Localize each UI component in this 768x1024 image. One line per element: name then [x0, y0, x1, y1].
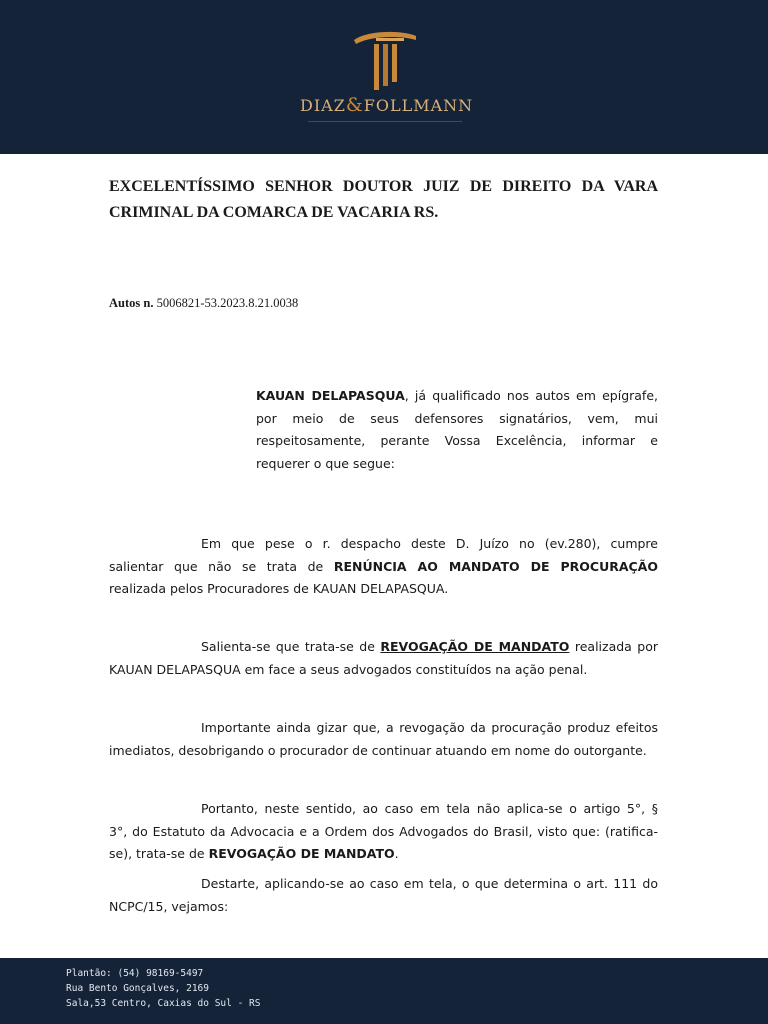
- document-title: [109, 174, 658, 226]
- paragraph-3: Importante ainda gizar que, a revogação da procuração produz efeitos imediatos, desobrigando o procurador de continuar atuando em nome do outorgante.: [109, 720, 658, 758]
- pillar-logo-icon: [350, 28, 420, 94]
- footer-city: Sala,53 Centro, Caxias do Sul - RS: [66, 998, 261, 1009]
- title-line-1: EXCELENTÍSSIMO SENHOR DOUTOR JUIZ DE DIREITO DA VARA: [109, 178, 658, 195]
- revogacao-emphasis: REVOGAÇÃO DE MANDATO: [380, 639, 570, 654]
- paragraph-4: Portanto, neste sentido, ao caso em tela não aplica-se o artigo 5°, § 3°, do Estatuto da Advocacia e a Ordem dos Advogados do Brasil, visto que: (ratifica- se), trata-se de REVOGAÇÃO DE MANDATO.: [109, 801, 658, 861]
- case-number-value: 5006821-53.2023.8.21.0038: [156, 296, 299, 310]
- paragraph-2: Salienta-se que trata-se de REVOGAÇÃO DE MANDATO realizada por KAUAN DELAPASQUA em face a seus advogados constituídos na ação penal.: [109, 639, 658, 677]
- paragraph-5: Destarte, aplicando-se ao caso em tela, o que determina o art. 111 do NCPC/15, vejamos:: [109, 876, 658, 914]
- footer-street: Rua Bento Gonçalves, 2169: [66, 983, 209, 994]
- revogacao-bold: REVOGAÇÃO DE MANDATO: [208, 846, 395, 861]
- case-number-label: Autos n.: [109, 296, 154, 310]
- case-number: [109, 296, 298, 311]
- client-name: KAUAN DELAPASQUA: [256, 388, 405, 403]
- logo-divider: [308, 121, 462, 122]
- intro-paragraph: KAUAN DELAPASQUA, já qualificado nos autos em epígrafe, por meio de seus defensores signatários, vem, mui respeitosamente, perante Vossa Excelência, informar e requerer o que segue:: [256, 388, 658, 471]
- renuncia-emphasis: RENÚNCIA AO MANDATO DE PROCURAÇÃO: [333, 558, 658, 574]
- firm-name: DIAZ&FOLLMANN: [300, 94, 474, 116]
- letterhead-header: [0, 0, 768, 154]
- letterhead-footer: [0, 958, 768, 1024]
- footer-phone: Plantão: (54) 98169-5497: [66, 968, 204, 979]
- paragraph-1: Em que pese o r. despacho deste D. Juízo no (ev.280), cumpre salientar que não se trata de RENÚNCIA AO MANDATO DE PROCURAÇÃO realizada pelos Procuradores de KAUAN DELAPASQUA.: [109, 536, 658, 596]
- title-line-2: CRIMINAL DA COMARCA DE VACARIA RS.: [109, 204, 439, 221]
- firm-logo: [300, 28, 474, 128]
